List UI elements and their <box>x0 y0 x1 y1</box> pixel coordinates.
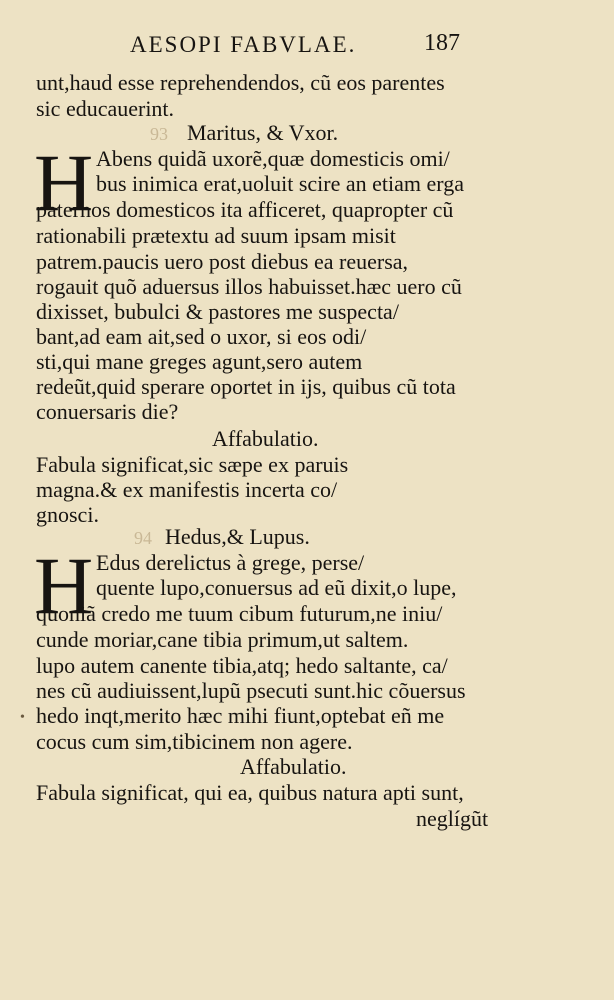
text-line: dixisset, bubulci & pastores me suspecta/ <box>36 299 399 324</box>
fable-number: 93 <box>150 124 168 144</box>
text-line: nes cũ audiuissent,lupũ psecuti sunt.hic cõuersus <box>36 678 466 703</box>
drop-capital: H <box>34 540 94 631</box>
text-line: cocus cum sim,tibicinem non agere. <box>36 729 353 754</box>
text-line: Fabula significat,sic sæpe ex paruis <box>36 452 349 477</box>
text-line: quente lupo,conuersus ad eũ dixit,o lupe, <box>96 575 457 600</box>
text-line: rationabili prætextu ad suum ipsam misit <box>36 223 396 248</box>
text-line: Edus derelictus à grege, perse/ <box>96 550 365 575</box>
text-line: patrem.paucis uero post diebus ea reuersa, <box>36 249 409 274</box>
drop-capital: H <box>34 137 94 228</box>
text-line: sic educauerint. <box>36 96 175 121</box>
text-line: lupo autem canente tibia,atq; hedo saltante, ca/ <box>36 653 448 678</box>
text-line: conuersaris die? <box>36 399 179 424</box>
running-title: AESOPI FABVLAE. <box>130 32 357 57</box>
margin-mark: • <box>20 710 25 725</box>
moral-heading: Affabulatio. <box>240 754 347 779</box>
text-line: sti,qui mane greges agunt,sero autem <box>36 349 363 374</box>
moral-heading: Affabulatio. <box>212 426 319 451</box>
text-line: cunde moriar,cane tibia primum,ut saltem. <box>36 627 409 652</box>
text-line: paternos domesticos ita afficeret, quapropter cũ <box>36 197 454 222</box>
text-line: bant,ad eam ait,sed o uxor, si eos odi/ <box>36 324 367 349</box>
text-line: magna.& ex manifestis incerta co/ <box>36 477 338 502</box>
text-line: gnosci. <box>36 502 99 527</box>
fable-title: Maritus, & Vxor. <box>187 120 339 145</box>
catchword: neglígũt <box>416 806 489 831</box>
fable-number: 94 <box>134 528 152 548</box>
text-line: redeũt,quid sperare oportet in ijs, quibus cũ tota <box>36 374 456 399</box>
fable-title: Hedus,& Lupus. <box>165 524 310 549</box>
page-number: 187 <box>424 30 460 56</box>
text-line: rogauit quõ aduersus illos habuisset.hæc uero cũ <box>36 274 462 299</box>
text-line: unt,haud esse reprehendendos, cũ eos parentes <box>36 70 445 95</box>
text-line: bus inimica erat,uoluit scire an etiam erga <box>96 171 464 196</box>
text-line: Abens quidã uxorẽ,quæ domesticis omi/ <box>96 146 450 171</box>
text-line: hedo inqt,merito hæc mihi fiunt,optebat eñ me <box>36 703 445 728</box>
text-line: Fabula significat, qui ea, quibus natura apti sunt, <box>36 780 464 805</box>
text-line: quoniã credo me tuum cibum futurum,ne iniu/ <box>36 601 443 626</box>
